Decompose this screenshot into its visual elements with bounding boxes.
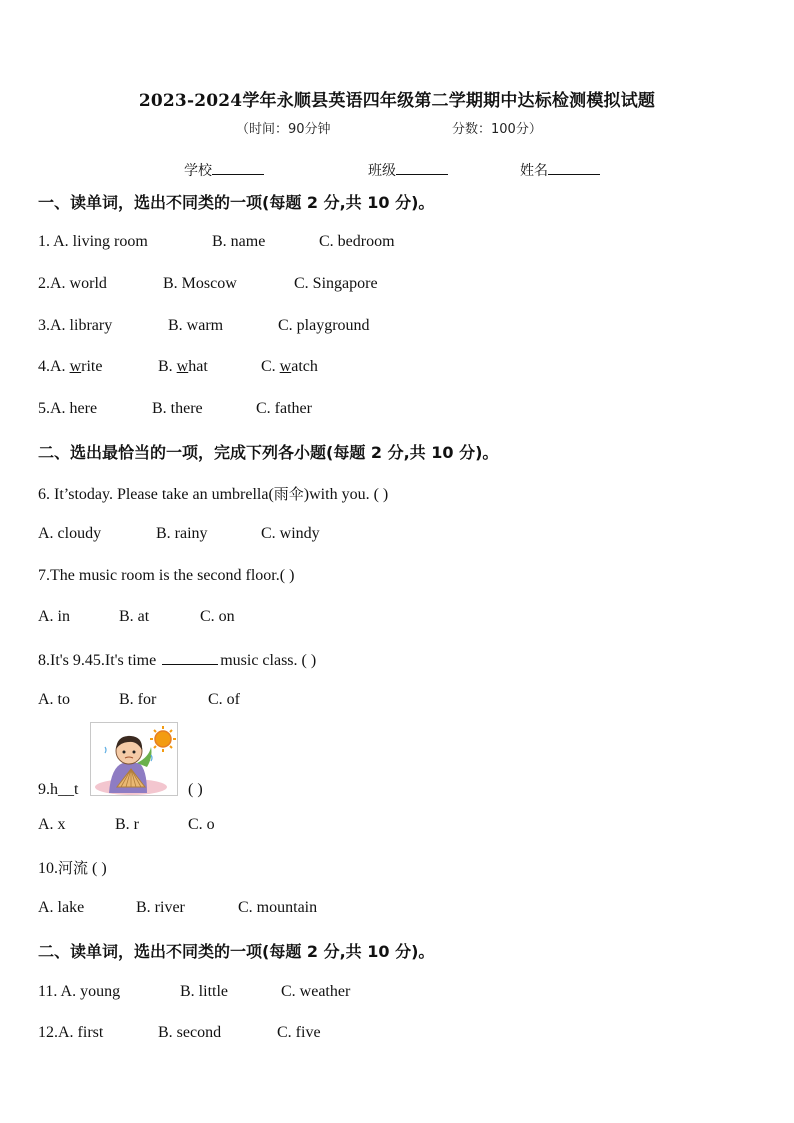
q4-option-b: B. what (158, 358, 208, 375)
q9-answer-paren: ( ) (188, 781, 203, 798)
q7-option-b: B. at (119, 608, 150, 625)
q6-option-b: B. rainy (156, 525, 208, 542)
q3-option-c: C. playground (278, 317, 370, 334)
class-label: 班级 (368, 163, 396, 179)
school-label: 学校 (184, 163, 212, 179)
q9-option-c: C. o (188, 816, 215, 833)
section-heading-1: 一、读单词，选出不同类的一项(每题 2 分,共 10 分)。 (38, 193, 435, 212)
q5-option-a: 5.A. here (38, 400, 98, 417)
name-label: 姓名 (520, 163, 548, 179)
q10-option-c: C. mountain (238, 899, 318, 916)
q4-option-c: C. watch (261, 358, 318, 375)
q7-option-a: A. in (38, 608, 70, 625)
name-field (520, 160, 600, 180)
q6-option-a: A. cloudy (38, 525, 102, 542)
exam-title: 2023-2024学年永顺县英语四年级第二学期期中达标检测模拟试题 (138, 91, 656, 111)
q10-option-a: A. lake (38, 899, 85, 916)
q2-option-a: 2.A. world (38, 275, 107, 292)
q4-option-a: 4.A. write (38, 358, 103, 375)
q9-option-a: A. x (38, 816, 66, 833)
q12-option-c: C. five (277, 1024, 321, 1041)
q5-option-b: B. there (152, 400, 203, 417)
class-blank[interactable] (396, 160, 448, 175)
q11-option-a: 11. A. young (38, 983, 121, 1000)
q8-option-b: B. for (119, 691, 157, 708)
q10-option-b: B. river (136, 899, 185, 916)
q8-answer-blank[interactable] (162, 650, 218, 665)
hot-weather-illustration (90, 722, 178, 796)
q1-option-b: B. name (212, 233, 266, 250)
q11-option-c: C. weather (281, 983, 351, 1000)
q9-option-b: B. r (115, 816, 139, 833)
q11-option-b: B. little (180, 983, 228, 1000)
q3-option-a: 3.A. library (38, 317, 113, 334)
hot-person-sun-icon (91, 723, 177, 795)
section-heading-2: 二、选出最恰当的一项，完成下列各小题(每题 2 分,共 10 分)。 (38, 443, 499, 462)
exam-time: （时间：90分钟 (236, 122, 331, 137)
q8-stem: 8.It's 9.45.It's time music class. ( ) (38, 652, 317, 669)
q3-option-b: B. warm (168, 317, 224, 334)
q2-option-c: C. Singapore (294, 275, 378, 292)
q7-stem: 7.The music room is the second floor.( ) (38, 567, 295, 584)
q6-stem: 6. It’stoday. Please take an umbrella(雨伞)with you. ( ) (38, 485, 389, 503)
q9-stem: 9.h__t (38, 781, 79, 798)
name-blank[interactable] (548, 160, 600, 175)
q2-option-b: B. Moscow (163, 275, 237, 292)
q10-stem: 10.河流 ( ) (38, 859, 107, 877)
section-heading-3: 二、读单词，选出不同类的一项(每题 2 分,共 10 分)。 (38, 942, 435, 961)
q8-option-c: C. of (208, 691, 240, 708)
exam-score: 分数：100分） (452, 122, 542, 137)
q1-option-a: 1. A. living room (38, 233, 148, 250)
q1-option-c: C. bedroom (319, 233, 395, 250)
q8-option-a: A. to (38, 691, 70, 708)
q6-option-c: C. windy (261, 525, 320, 542)
q12-option-a: 12.A. first (38, 1024, 104, 1041)
school-blank[interactable] (212, 160, 264, 175)
q5-option-c: C. father (256, 400, 312, 417)
class-field (368, 160, 448, 180)
q7-option-c: C. on (200, 608, 235, 625)
q12-option-b: B. second (158, 1024, 222, 1041)
school-field (184, 160, 264, 180)
